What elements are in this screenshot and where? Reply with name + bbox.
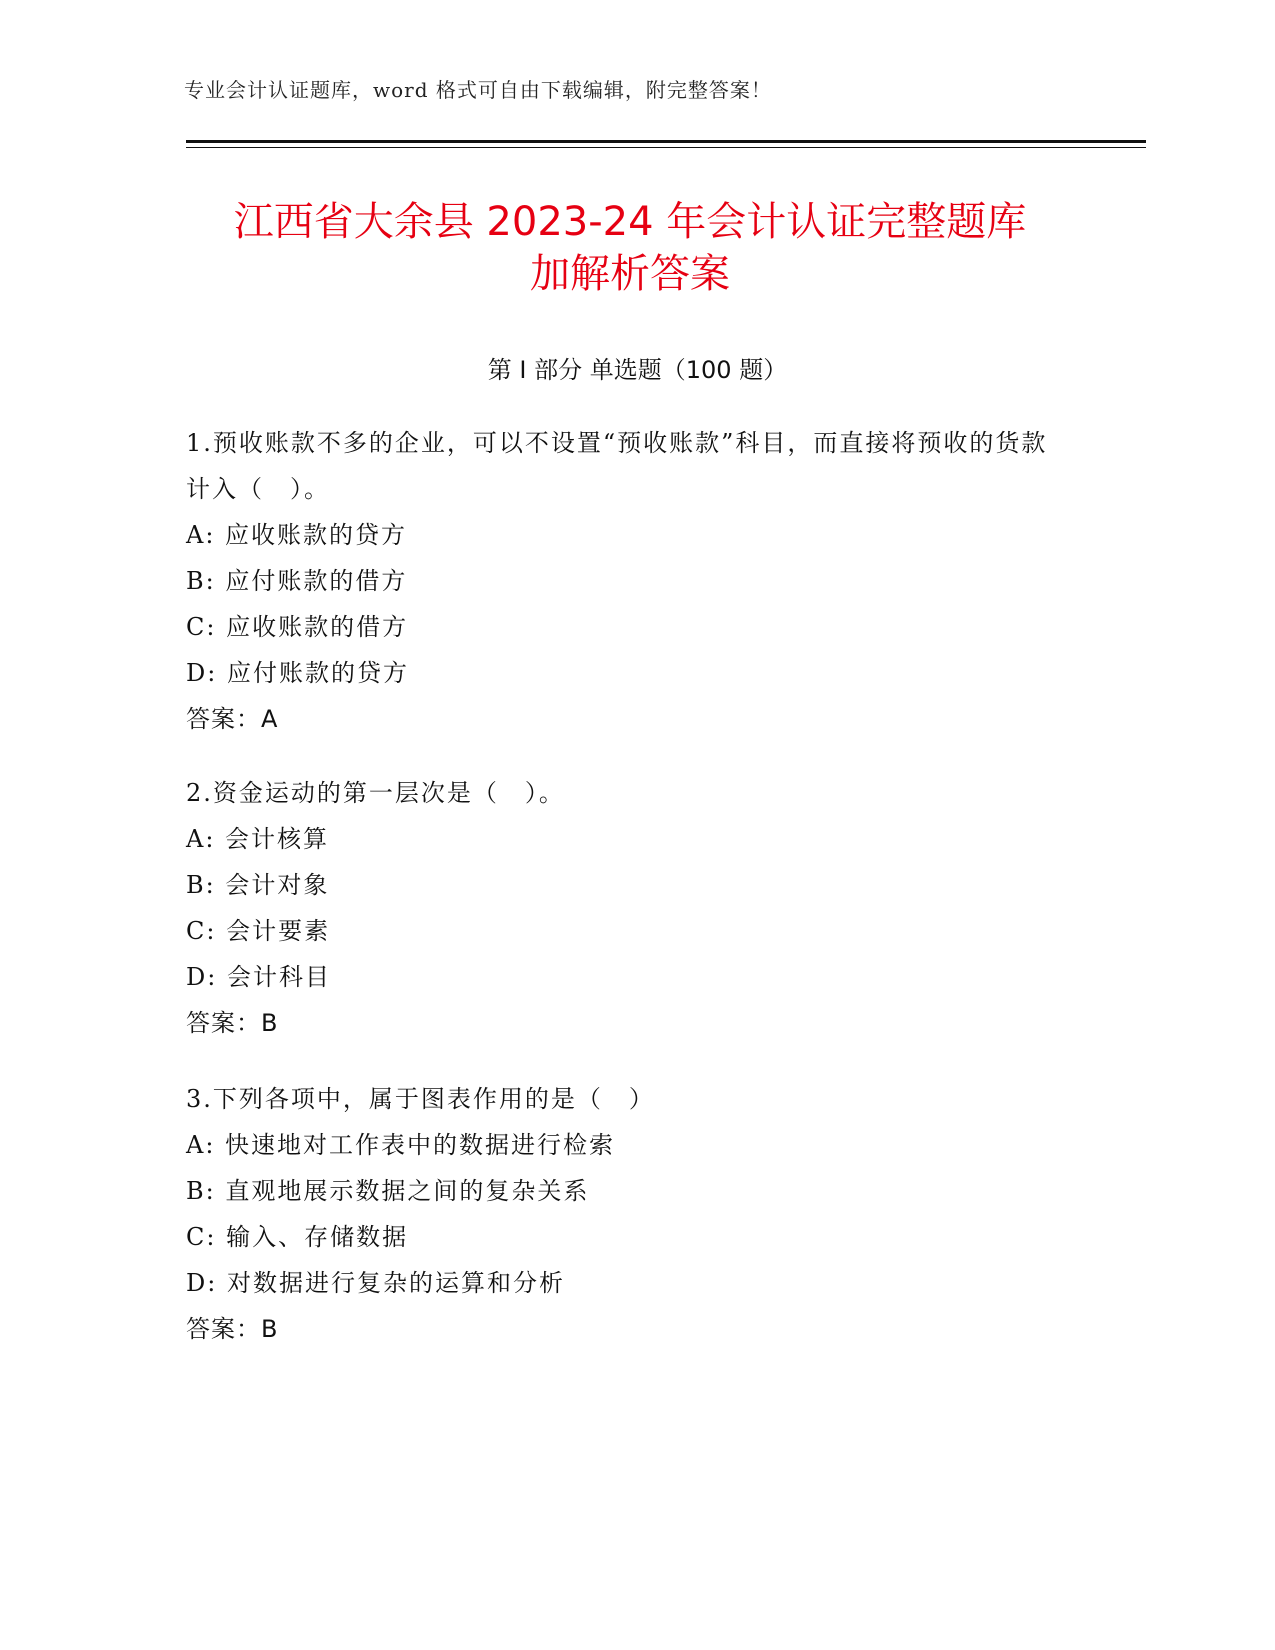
option-d: D: 会计科目 [186, 963, 331, 991]
option-a: A: 快速地对工作表中的数据进行检索 [186, 1131, 616, 1159]
section-heading: 第 I 部分 单选题（100 题） [487, 356, 788, 384]
question-stem: 1.预收账款不多的企业，可以不设置“预收账款”科目，而直接将预收的货款计入（ ）。 [186, 429, 1048, 503]
header-rule-thin [186, 147, 1146, 148]
question-1 [186, 420, 1066, 742]
answer-line: 答案：B [186, 1009, 279, 1037]
option-b: B: 会计对象 [186, 871, 330, 899]
option-c: C: 应收账款的借方 [186, 613, 409, 641]
question-3 [186, 1076, 1066, 1352]
document-title [150, 196, 1110, 300]
document-title-line-1: 江西省大余县 2023-24 年会计认证完整题库 [233, 199, 1027, 245]
question-stem: 3.下列各项中，属于图表作用的是（ ） [186, 1085, 655, 1113]
option-b: B: 直观地展示数据之间的复杂关系 [186, 1177, 590, 1205]
question-stem: 2.资金运动的第一层次是（ ）。 [186, 779, 565, 807]
option-c: C: 会计要素 [186, 917, 331, 945]
header-note: 专业会计认证题库，word 格式可自由下载编辑，附完整答案！ [184, 78, 772, 102]
question-2 [186, 770, 1066, 1046]
answer-line: 答案：B [186, 1315, 279, 1343]
option-c: C: 输入、存储数据 [186, 1223, 409, 1251]
document-title-line-2: 加解析答案 [530, 251, 730, 297]
header-rule-thick [186, 140, 1146, 143]
option-d: D: 应付账款的贷方 [186, 659, 409, 687]
option-b: B: 应付账款的借方 [186, 567, 408, 595]
answer-line: 答案：A [186, 705, 279, 733]
option-a: A: 会计核算 [186, 825, 330, 853]
option-d: D: 对数据进行复杂的运算和分析 [186, 1269, 565, 1297]
option-a: A: 应收账款的贷方 [186, 521, 408, 549]
